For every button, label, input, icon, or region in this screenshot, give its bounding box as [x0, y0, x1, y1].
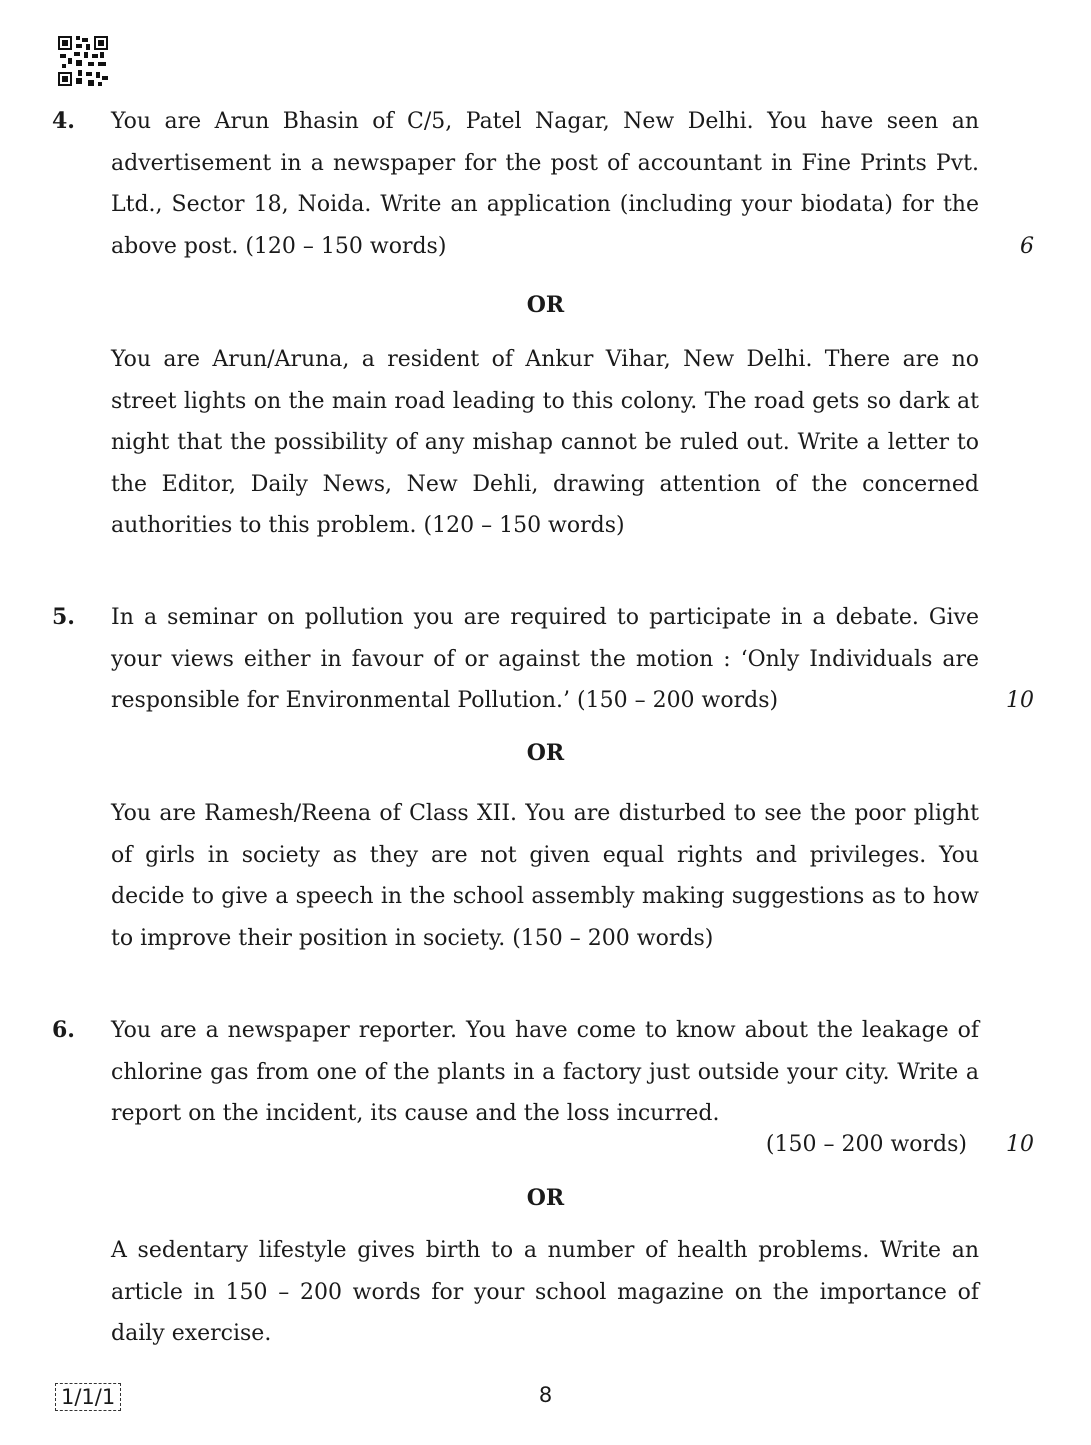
- alternative-question-text: A sedentary lifestyle gives birth to a number of health problems. Write an article in 150 – 200 words for your school magazine on the importance of daily exercise.: [111, 1238, 979, 1346]
- question-text: You are a newspaper reporter. You have come to know about the leakage of chlorine gas from one of the plants in a factory just outside your city. Write a report on the incident, its cause and the loss incurred.: [111, 1018, 979, 1126]
- question-text: You are Arun Bhasin of C/5, Patel Nagar, New Delhi. You have seen an advertisement in a newspaper for the post of accountant in Fine Prints Pvt. Ltd., Sector 18, Noida. Write an application (including your biodata) for the above post. (120 – 150 words): [111, 109, 979, 259]
- question-text: In a seminar on pollution you are required to participate in a debate. Give your views either in favour of or against the motion : ‘Only Individuals are responsible for Environmental Pollution.’ (150 – 200 words): [111, 605, 979, 713]
- word-limit-label: (150 – 200 words): [765, 1132, 967, 1157]
- alternative-question-text: You are Arun/Aruna, a resident of Ankur Vihar, New Delhi. There are no street lights on the main road leading to this colony. The road gets so dark at night that the possibility of any mishap cannot be ruled out. Write a letter to the Editor, Daily News, New Dehli, drawing attention of the concerned authorities to this problem. (120 – 150 words): [111, 347, 979, 538]
- question-number: 4.: [52, 108, 75, 134]
- or-divider: OR: [526, 292, 565, 318]
- qr-code-icon: [58, 36, 108, 86]
- question-number: 6.: [52, 1017, 75, 1043]
- alternative-question-text: You are Ramesh/Reena of Class XII. You are disturbed to see the poor plight of girls in society as they are not given equal rights and privileges. You decide to give a speech in the school assembly making suggestions as to how to improve their position in society. (150 – 200 words): [111, 801, 979, 951]
- marks-label: 10: [1006, 688, 1034, 713]
- page-number: 8: [538, 1383, 553, 1407]
- question-number: 5.: [52, 604, 75, 630]
- or-divider: OR: [526, 740, 565, 766]
- marks-label: 10: [1006, 1132, 1034, 1157]
- or-divider: OR: [526, 1185, 565, 1211]
- marks-label: 6: [1020, 234, 1034, 259]
- paper-code: 1/1/1: [55, 1383, 121, 1411]
